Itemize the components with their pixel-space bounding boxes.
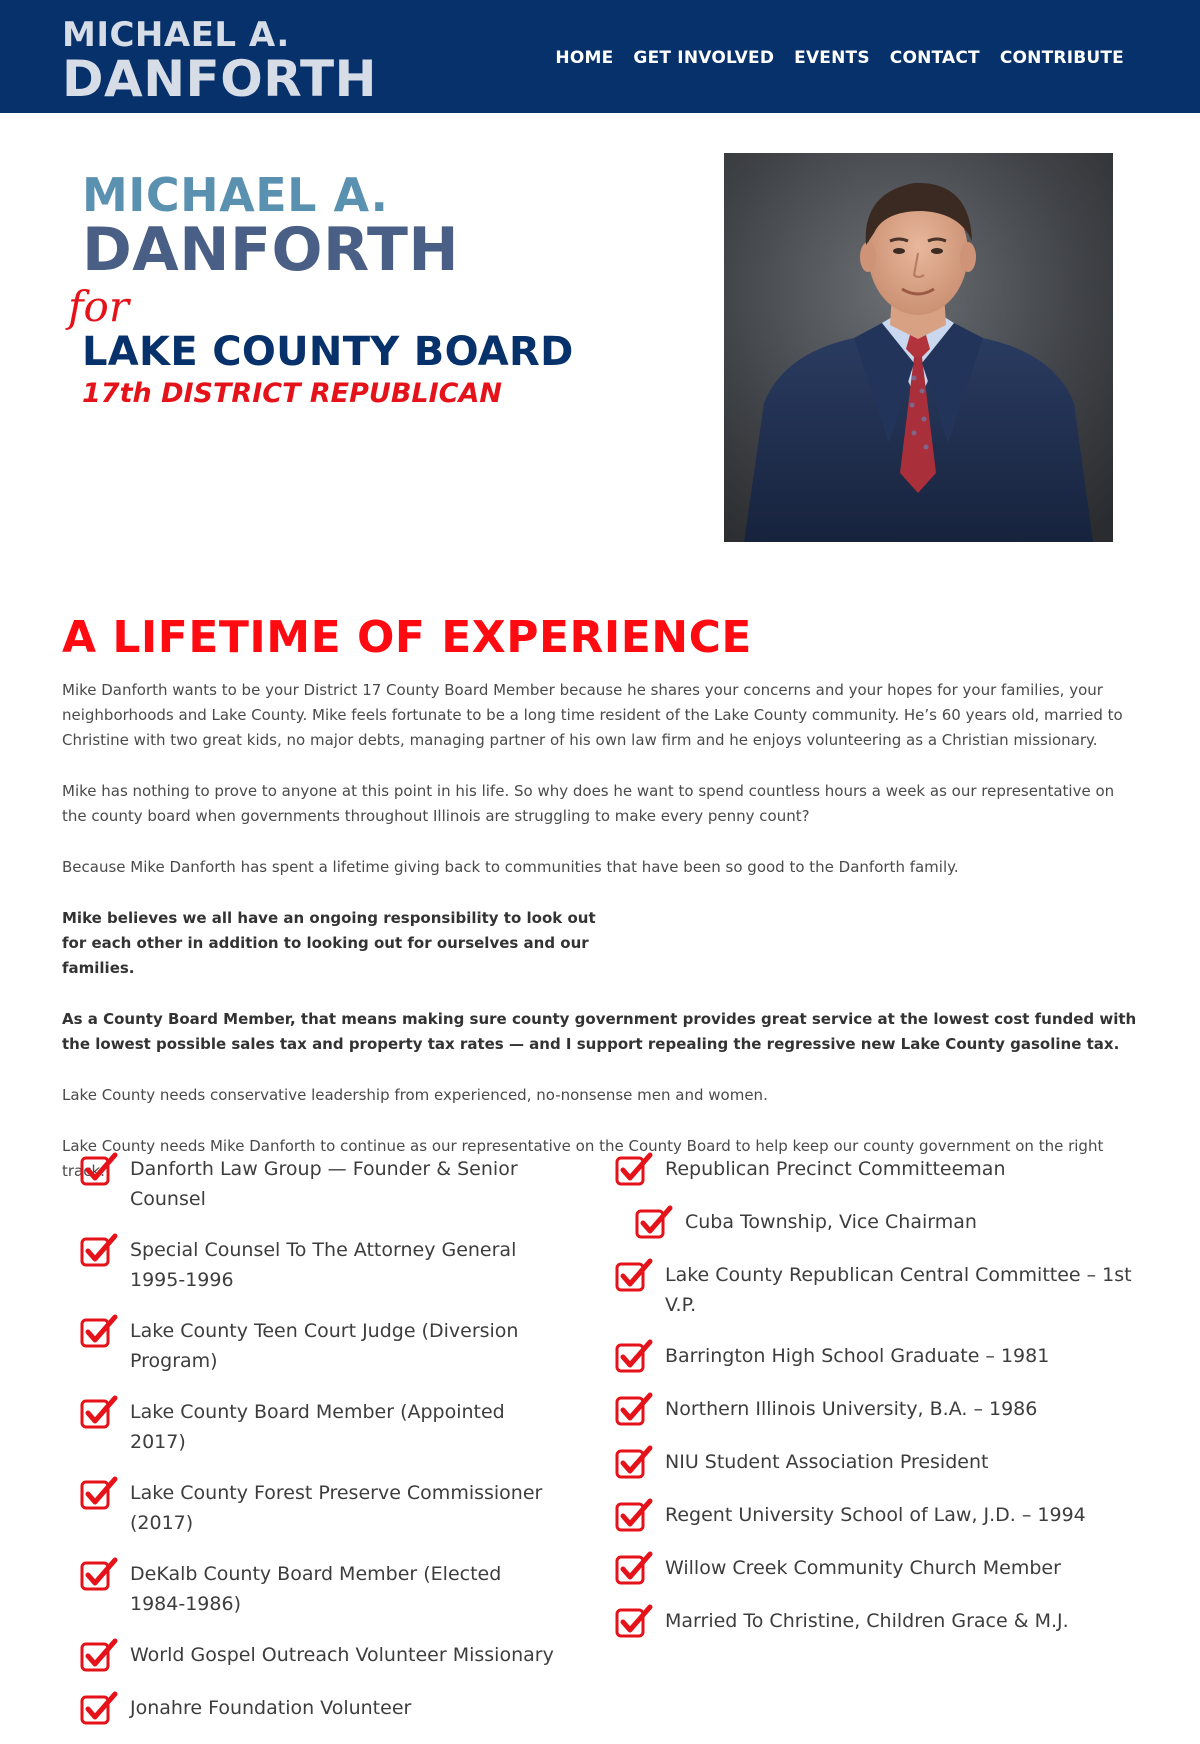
checkbox-check-icon <box>80 1233 118 1267</box>
checkbox-check-icon <box>615 1604 653 1638</box>
nav-get-involved[interactable]: GET INVOLVED <box>633 48 775 68</box>
nav-home[interactable]: HOME <box>555 48 614 68</box>
list-item-label: Barrington High School Graduate – 1981 <box>665 1345 1050 1367</box>
checkbox-check-icon <box>635 1205 673 1239</box>
list-item <box>80 1154 560 1214</box>
list-item <box>635 1207 1135 1239</box>
bio-paragraph-bold: As a County Board Member, that means making sure county government provides great service at the lowest cost funded with the lowest possible sales tax and property tax rates — and I support repealing the regressive new Lake County gasoline tax. <box>62 1010 1137 1053</box>
checkbox-check-icon <box>80 1395 118 1429</box>
list-item-label: World Gospel Outreach Volunteer Missionary <box>130 1644 554 1666</box>
list-item <box>80 1478 560 1538</box>
site-header <box>0 0 1200 113</box>
list-item-label: Regent University School of Law, J.D. – 1994 <box>665 1504 1086 1526</box>
list-item <box>615 1606 1135 1638</box>
checkbox-check-icon <box>80 1691 118 1725</box>
logo-last-name: DANFORTH <box>62 50 377 108</box>
hero-first-name: MICHAEL A. <box>82 168 389 222</box>
list-item <box>615 1447 1135 1479</box>
checkbox-check-icon <box>615 1498 653 1532</box>
list-item <box>80 1397 560 1457</box>
list-item-label: NIU Student Association President <box>665 1451 989 1473</box>
list-item-label: Lake County Forest Preserve Commissioner (2017) <box>130 1482 543 1534</box>
bio-text <box>62 678 1138 1184</box>
checkbox-check-icon <box>80 1557 118 1591</box>
hero-for-script: for <box>68 282 129 331</box>
list-item <box>615 1394 1135 1426</box>
bio-paragraph: Mike Danforth wants to be your District 17 County Board Member because he shares your concerns and your hopes for your families, your neighborhoods and Lake County. Mike feels fortunate to be a long time resident of the Lake County community. He’s 60 years old, married to Christine with two great kids, no major debts, managing partner of his own law firm and he enjoys volunteering as a Christian missionary. <box>62 681 1123 749</box>
hero-office: LAKE COUNTY BOARD <box>82 329 574 375</box>
candidate-portrait <box>724 153 1113 542</box>
list-item-label: Cuba Township, Vice Chairman <box>685 1211 977 1233</box>
checkbox-check-icon <box>615 1339 653 1373</box>
checkbox-check-icon <box>80 1152 118 1186</box>
checkbox-check-icon <box>615 1392 653 1426</box>
list-item <box>80 1693 560 1725</box>
bio-paragraph: Lake County needs conservative leadership from experienced, no-nonsense men and women. <box>62 1086 768 1104</box>
bio-paragraph: Lake County needs Mike Danforth to continue as our representative on the County Board to help keep our county government on the right track. <box>62 1137 1104 1180</box>
site-logo[interactable] <box>62 15 377 108</box>
checkbox-check-icon <box>615 1152 653 1186</box>
list-item <box>615 1500 1135 1532</box>
nav-contribute[interactable]: CONTRIBUTE <box>999 48 1124 68</box>
main-nav <box>555 48 1124 68</box>
list-item <box>80 1235 560 1295</box>
logo-first-name: MICHAEL A. <box>62 15 290 55</box>
nav-events[interactable]: EVENTS <box>794 48 870 68</box>
list-item <box>615 1341 1135 1373</box>
checkbox-check-icon <box>615 1445 653 1479</box>
bio-paragraph-bold: Mike believes we all have an ongoing responsibility to look out for each other in addition to looking out for ourselves and our families. <box>62 909 596 977</box>
list-item <box>615 1260 1135 1320</box>
list-item <box>615 1553 1135 1585</box>
list-item-label: Lake County Board Member (Appointed 2017) <box>130 1401 505 1453</box>
checkbox-check-icon <box>615 1551 653 1585</box>
experience-list-right <box>615 1154 1135 1659</box>
list-item-label: Northern Illinois University, B.A. – 1986 <box>665 1398 1038 1420</box>
checkbox-check-icon <box>80 1476 118 1510</box>
checkbox-check-icon <box>615 1258 653 1292</box>
list-item-label: Lake County Teen Court Judge (Diversion Program) <box>130 1320 519 1372</box>
list-item-label: Married To Christine, Children Grace & M.J. <box>665 1610 1069 1632</box>
list-item <box>80 1559 560 1619</box>
list-item-label: Lake County Republican Central Committee – 1st V.P. <box>665 1264 1132 1316</box>
list-item-label: Jonahre Foundation Volunteer <box>130 1697 412 1719</box>
list-item-label: Danforth Law Group — Founder & Senior Counsel <box>130 1158 518 1210</box>
hero-last-name: DANFORTH <box>82 215 460 285</box>
list-item <box>80 1316 560 1376</box>
experience-list-left <box>80 1154 560 1744</box>
hero-heading <box>68 168 642 409</box>
bio-paragraph: Mike has nothing to prove to anyone at this point in his life. So why does he want to spend countless hours a week as our representative on the county board when governments throughout Illinois are struggling to make every penny count? <box>62 782 1115 825</box>
list-item <box>80 1640 560 1672</box>
section-title: A LIFETIME OF EXPERIENCE <box>62 612 752 663</box>
nav-contact[interactable]: CONTACT <box>889 48 980 68</box>
list-item-label: DeKalb County Board Member (Elected 1984-1986) <box>130 1563 502 1615</box>
checkbox-check-icon <box>80 1314 118 1348</box>
list-item-label: Willow Creek Community Church Member <box>665 1557 1061 1579</box>
list-item-label: Republican Precinct Committeeman <box>665 1158 1006 1180</box>
list-item <box>615 1154 1135 1186</box>
checkbox-check-icon <box>80 1638 118 1672</box>
hero-district: 17th DISTRICT REPUBLICAN <box>82 378 502 409</box>
list-item-label: Special Counsel To The Attorney General 1995-1996 <box>130 1239 517 1291</box>
bio-paragraph: Because Mike Danforth has spent a lifetime giving back to communities that have been so good to the Danforth family. <box>62 858 959 876</box>
